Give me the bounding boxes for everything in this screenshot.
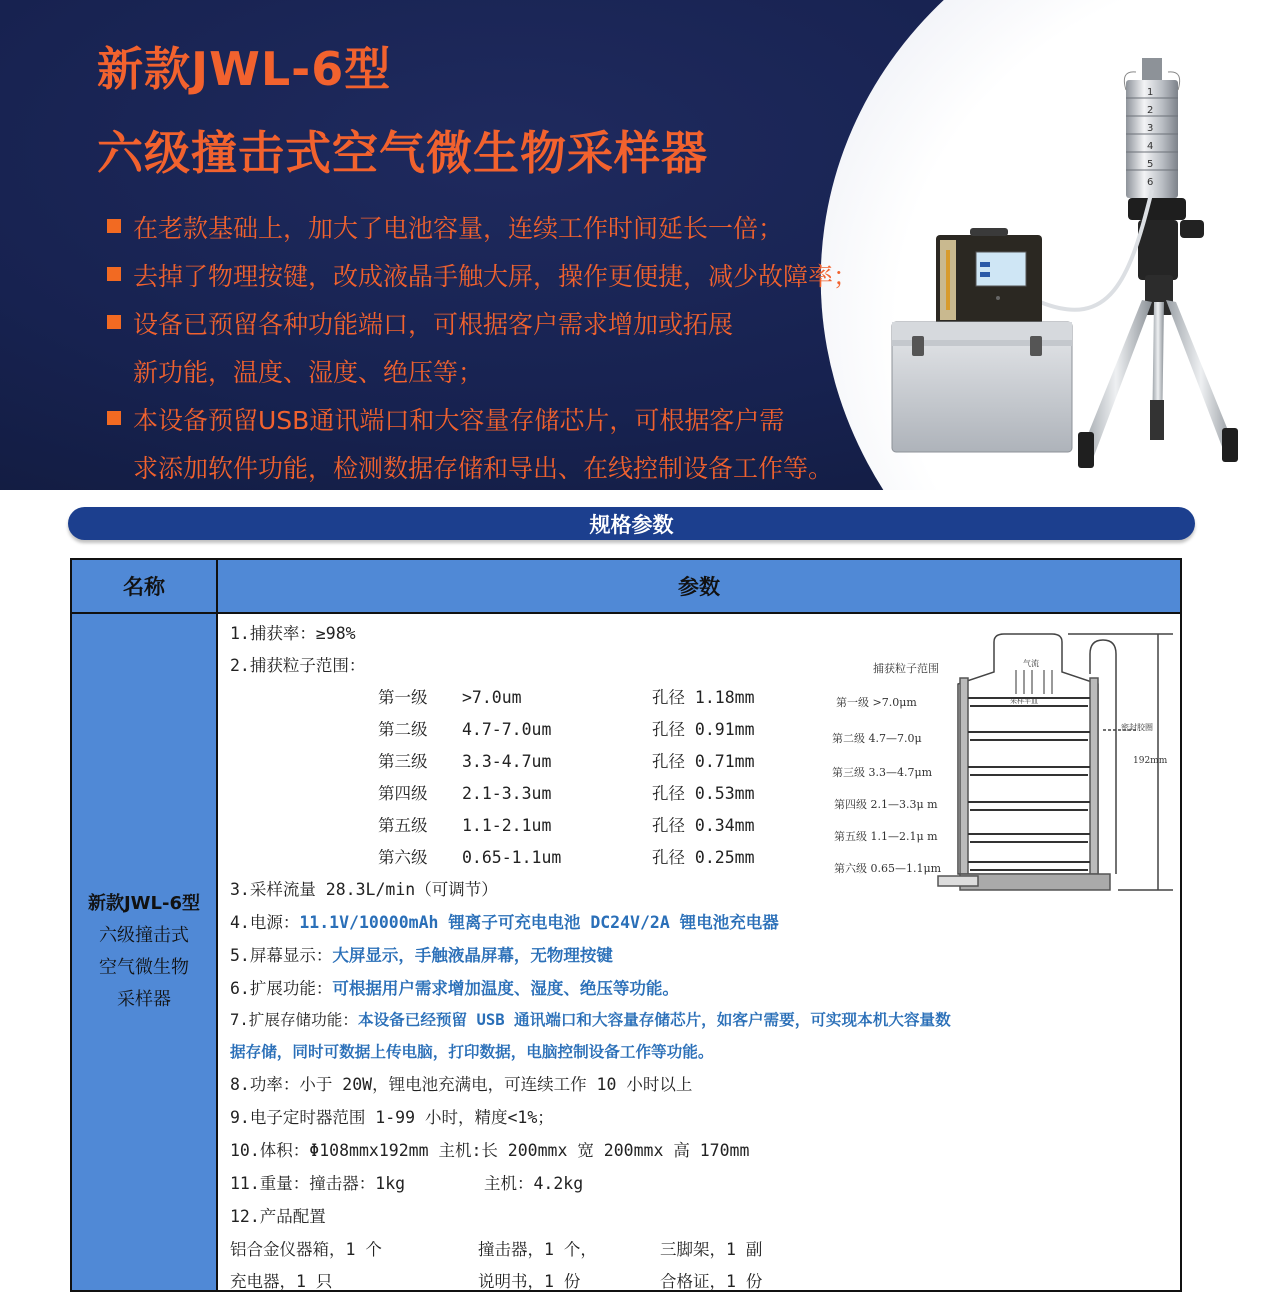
svg-text:6: 6 — [1147, 177, 1154, 188]
feature-list — [107, 205, 927, 490]
param-display: 5.屏幕显示：大屏显示，手触液晶屏幕，无物理按键 — [230, 946, 613, 965]
param-flow-rate: 3.采样流量 28.3L/min（可调节） — [230, 880, 498, 899]
hero-banner — [0, 0, 1280, 490]
param-weight: 11.重量：撞击器：1kg — [230, 1174, 406, 1193]
hero-title-model: 新款JWL-6型 — [97, 42, 392, 96]
param-volume: 10.体积：Φ108mmx192mm 主机:长 200mmx 宽 200mmx 高 170mm — [230, 1141, 750, 1160]
stage-row: 第一级 >7.0um 孔径 1.18mm — [378, 688, 755, 707]
param-config-title: 12.产品配置 — [230, 1207, 326, 1226]
bullet-square-icon — [107, 219, 121, 233]
stage-row: 第二级 4.7-7.0um 孔径 0.91mm — [378, 720, 755, 739]
param-power-consumption: 8.功率：小于 20W，锂电池充满电，可连续工作 10 小时以上 — [230, 1075, 693, 1094]
instrument-case-icon — [892, 322, 1072, 452]
column-header-params: 参数 — [678, 575, 720, 599]
config-item: 铝合金仪器箱，1 个 — [230, 1240, 382, 1259]
hero-title-product: 六级撞击式空气微生物采样器 — [97, 126, 708, 180]
param-capture-rate: 1.捕获率：≥98% — [230, 624, 356, 643]
feature-item: 本设备预留USB通讯端口和大容量存储芯片，可根据客户需 — [107, 397, 927, 445]
section-title-specs: 规格参数 — [68, 507, 1195, 540]
config-item: 说明书，1 份 — [478, 1272, 581, 1291]
impactor-cross-section-diagram: 捕获粒子范围 第一级 >7.0μm 第二级 4.7—7.0μ 第三级 3.3—4.7μm 第四级 2.1—3.3μ m 第五级 1.1—2.1μ m 第六级 0.65—1.1μm 气流 采样平皿 密封胶圈 192mm — [828, 622, 1183, 894]
stage-row: 第四级 2.1-3.3um 孔径 0.53mm — [378, 784, 755, 803]
impactor-icon — [1124, 58, 1179, 198]
product-photo — [880, 40, 1260, 480]
table-header-row — [72, 560, 1180, 614]
feature-item-continued: 求添加软件功能，检测数据存储和导出、在线控制设备工作等。 — [133, 454, 834, 483]
svg-text:4: 4 — [1147, 141, 1154, 152]
svg-text:5: 5 — [1147, 159, 1154, 170]
feature-item: 去掉了物理按键，改成液晶手触大屏，操作更便捷，减少故障率； — [107, 253, 927, 301]
bullet-square-icon — [107, 267, 121, 281]
stage-row: 第六级 0.65-1.1um 孔径 0.25mm — [378, 848, 755, 867]
param-storage-continued: 据存储，同时可数据上传电脑，打印数据，电脑控制设备工作等功能。 — [230, 1043, 714, 1061]
bullet-square-icon — [107, 315, 121, 329]
feature-item-continued: 新功能，温度、湿度、绝压等； — [133, 358, 484, 387]
svg-text:2: 2 — [1147, 105, 1154, 116]
config-item: 合格证，1 份 — [660, 1272, 763, 1291]
feature-item: 设备已预留各种功能端口，可根据客户需求增加或拓展 — [107, 301, 927, 349]
param-timer: 9.电子定时器范围 1-99 小时，精度<1%； — [230, 1108, 554, 1127]
config-item: 三脚架，1 副 — [660, 1240, 763, 1259]
param-storage: 7.扩展存储功能：本设备已经预留 USB 通讯端口和大容量存储芯片，如客户需要，可实现本机大容量数 — [230, 1011, 951, 1029]
product-name-cell: 新款JWL-6型 六级撞击式 空气微生物 采样器 — [72, 614, 218, 1290]
bullet-square-icon — [107, 411, 121, 425]
param-particle-range-label: 2.捕获粒子范围： — [230, 656, 366, 675]
stage-row: 第三级 3.3-4.7um 孔径 0.71mm — [378, 752, 755, 771]
config-item: 撞击器，1 个， — [478, 1240, 597, 1259]
config-item: 充电器，1 只 — [230, 1272, 333, 1291]
param-weight-host: 主机：4.2kg — [484, 1174, 584, 1193]
column-header-name: 名称 — [72, 560, 218, 612]
control-unit-icon — [936, 228, 1042, 325]
stage-row: 第五级 1.1-2.1um 孔径 0.34mm — [378, 816, 755, 835]
param-extensions: 6.扩展功能：可根据用户需求增加温度、湿度、绝压等功能。 — [230, 979, 679, 998]
svg-text:3: 3 — [1147, 123, 1154, 134]
param-power-source: 4.电源：11.1V/10000mAh 锂离子可充电电池 DC24V/2A 锂电池充电器 — [230, 913, 779, 932]
feature-item: 在老款基础上，加大了电池容量，连续工作时间延长一倍； — [107, 205, 927, 253]
svg-text:1: 1 — [1147, 87, 1154, 98]
